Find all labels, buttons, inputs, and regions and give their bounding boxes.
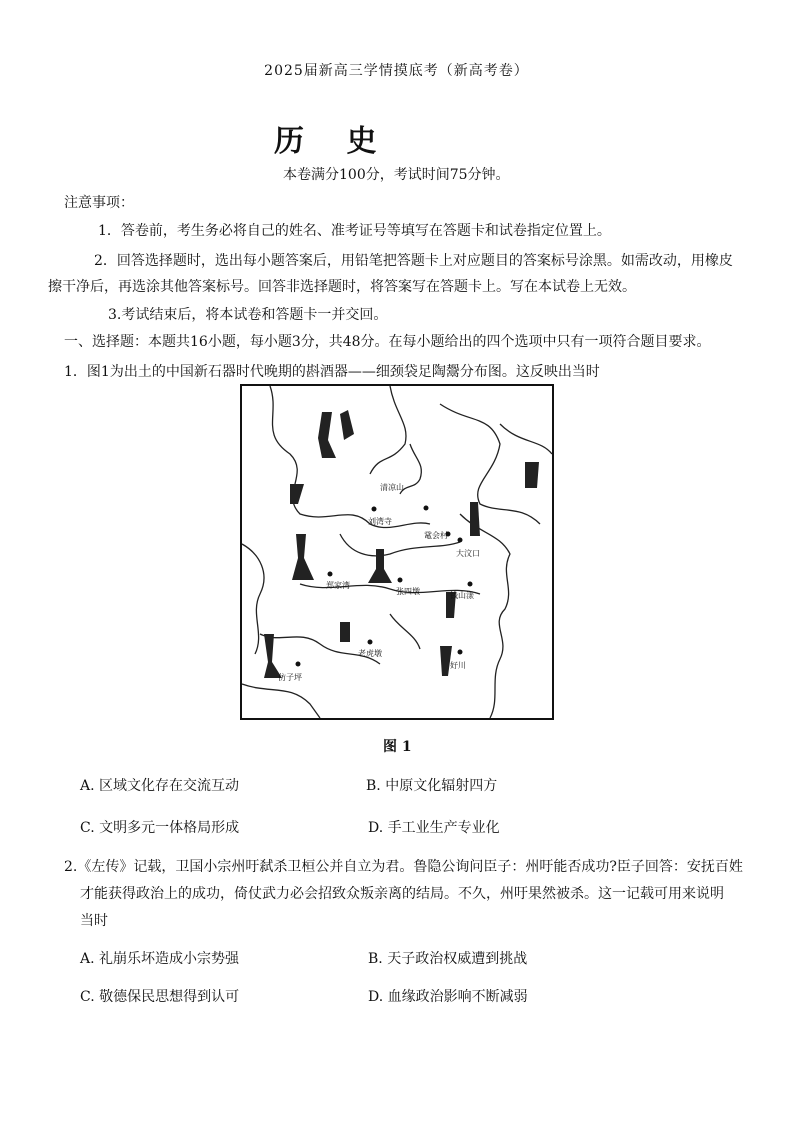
map-label-fangziping: 仿子坪 (278, 673, 302, 682)
pottery-distribution-map (240, 384, 554, 720)
q2-stem-line3: 当时 (80, 913, 108, 929)
map-label-haochuan: 好川 (450, 661, 466, 670)
q1-stem: 1．图1为出土的中国新石器时代晚期的斟酒器——细颈袋足陶鬶分布图。这反映出当时 (64, 364, 600, 380)
map-label-zhangsidun: 张四墩 (396, 587, 420, 596)
score-line: 本卷满分100分，考试时间75分钟。 (283, 167, 510, 183)
q1-option-c: C. 文明多元一体格局形成 (80, 820, 240, 836)
q2-option-d: D. 血缘政治影响不断减弱 (368, 989, 528, 1005)
notice-item-1: 1．答卷前，考生务必将自己的姓名、准考证号等填写在答题卡和试卷指定位置上。 (98, 223, 611, 239)
q1-option-a: A. 区域文化存在交流互动 (80, 778, 240, 794)
q1-option-d: D. 手工业生产专业化 (368, 820, 500, 836)
q2-option-c: C. 敬德保民思想得到认可 (80, 989, 240, 1005)
notice-item-2-line2: 擦干净后，再选涂其他答案标号。回答非选择题时，将答案写在答题卡上。写在本试卷上无效。 (48, 279, 636, 295)
notice-title: 注意事项： (64, 195, 134, 211)
figure-caption: 图 1 (383, 739, 412, 755)
map-label-dawenkou: 大汶口 (456, 549, 480, 558)
map-label-zhengjiawan: 郑家湾 (326, 581, 350, 590)
notice-item-3: 3.考试结束后，将本试卷和答题卡一并交回。 (108, 307, 388, 323)
section-one-heading: 一、选择题：本题共16小题，每小题3分，共48分。在每小题给出的四个选项中只有一项符合题目要求。 (64, 334, 711, 350)
q2-option-a: A. 礼崩乐坏造成小宗势强 (80, 951, 240, 967)
map-label-yuanhuicun: 鼋会村 (424, 531, 448, 540)
notice-item-2-line1: 2．回答选择题时，选出每小题答案后，用铅笔把答题卡上对应题目的答案标号涂黑。如需改动，用橡皮 (94, 253, 733, 269)
q2-option-b: B. 天子政治权威遭到挑战 (368, 951, 528, 967)
q2-stem-line1: 2.《左传》记载，卫国小宗州吁弑杀卫桓公并自立为君。鲁隐公询问臣子：州吁能否成功?臣子回答：安抚百姓 (64, 859, 743, 875)
map-label-qianshanyang: 钱山漾 (450, 591, 474, 600)
map-label-liuwansi: 刘湾寺 (368, 517, 392, 526)
map-label-qingliangshan: 清凉山 (380, 483, 404, 492)
subject-title: 历 史 (274, 124, 393, 159)
map-label-laohudun: 老虎墩 (358, 649, 382, 658)
q1-option-b: B. 中原文化辐射四方 (366, 778, 498, 794)
exam-header: 2025届新高三学情摸底考（新高考卷） (264, 63, 529, 79)
q2-stem-line2: 才能获得政治上的成功，倚仗武力必会招致众叛亲离的结局。不久，州吁果然被杀。这一记载可用来说明 (80, 886, 724, 902)
